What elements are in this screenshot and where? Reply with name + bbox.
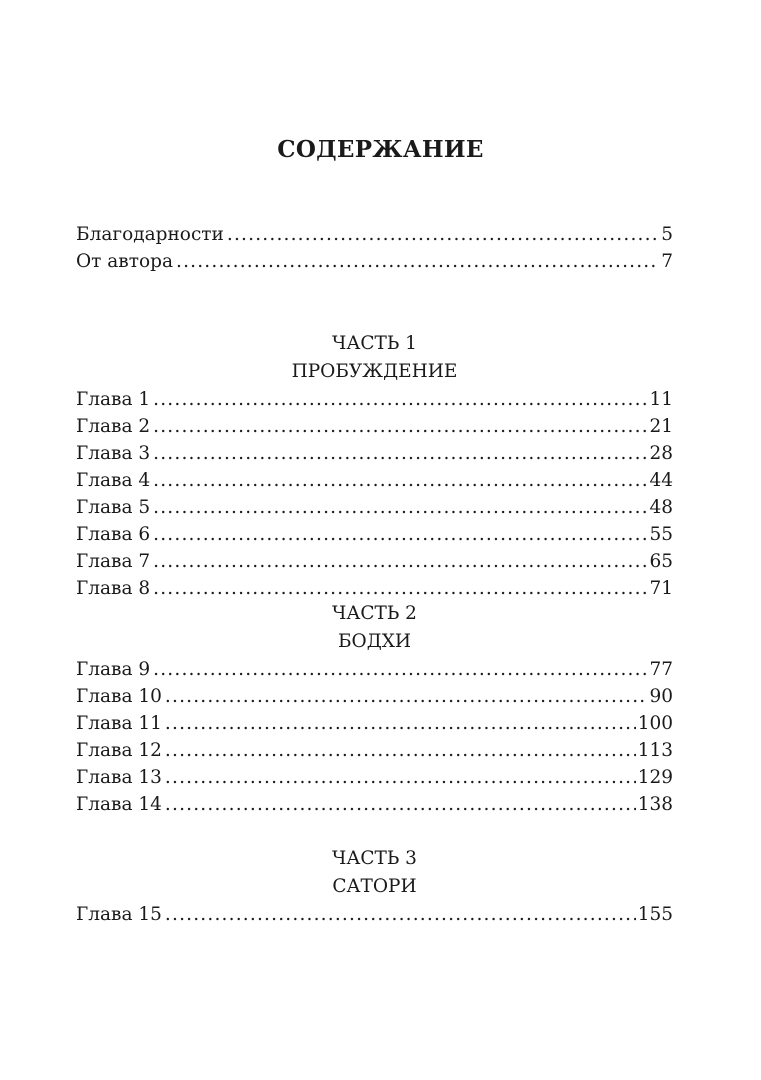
toc-entry-label: Глава 5 — [76, 497, 151, 518]
toc-entry-chapter — [76, 901, 673, 928]
dot-leader — [176, 248, 659, 275]
part-1-section — [76, 330, 673, 602]
dot-leader — [153, 413, 647, 440]
toc-entry-chapter — [76, 737, 673, 764]
dot-leader — [153, 575, 647, 602]
dot-leader — [165, 901, 636, 928]
toc-entry-page: 138 — [637, 794, 673, 815]
toc-entry-label: Глава 1 — [76, 389, 151, 410]
dot-leader — [153, 494, 647, 521]
toc-entry-page: 71 — [649, 578, 673, 599]
toc-entry-label: Благодарности — [76, 224, 224, 245]
part-name: САТОРИ — [332, 876, 417, 897]
toc-entry-chapter — [76, 710, 673, 737]
part-number: ЧАСТЬ 3 — [332, 848, 417, 869]
toc-entry-chapter — [76, 386, 673, 413]
toc-entry-page: 65 — [649, 551, 673, 572]
toc-entry-label: Глава 4 — [76, 470, 151, 491]
dot-leader — [165, 710, 636, 737]
dot-leader — [153, 467, 647, 494]
dot-leader — [165, 683, 648, 710]
toc-entry-label: Глава 7 — [76, 551, 151, 572]
dot-leader — [165, 764, 636, 791]
toc-entry-label: Глава 11 — [76, 713, 162, 734]
toc-entry-label: От автора — [76, 251, 173, 272]
dot-leader — [153, 386, 647, 413]
toc-entry-label: Глава 10 — [76, 686, 162, 707]
toc-entry-page: 28 — [649, 443, 673, 464]
toc-entry-page: 77 — [649, 659, 673, 680]
toc-entry-label: Глава 8 — [76, 578, 151, 599]
toc-entry-label: Глава 3 — [76, 443, 151, 464]
toc-entry-chapter — [76, 413, 673, 440]
toc-entry-page: 113 — [637, 740, 673, 761]
toc-entry-page: 7 — [661, 251, 673, 272]
part-name: БОДХИ — [337, 631, 412, 652]
toc-entry-page: 48 — [649, 497, 673, 518]
toc-entry-label: Глава 13 — [76, 767, 162, 788]
toc-entry-page: 21 — [649, 416, 673, 437]
toc-entry-label: Глава 6 — [76, 524, 151, 545]
dot-leader — [153, 548, 647, 575]
dot-leader — [153, 521, 647, 548]
toc-entry-page: 55 — [649, 524, 673, 545]
page-title: СОДЕРЖАНИЕ — [277, 136, 484, 163]
toc-entry-page: 44 — [649, 470, 673, 491]
toc-entry-acknowledgements — [76, 221, 673, 248]
toc-entry-label: Глава 14 — [76, 794, 162, 815]
toc-entry-chapter — [76, 494, 673, 521]
toc-entry-chapter — [76, 656, 673, 683]
part-2-section — [76, 600, 673, 818]
toc-entry-chapter — [76, 764, 673, 791]
toc-entry-page: 90 — [649, 686, 673, 707]
toc-entry-page: 100 — [637, 713, 673, 734]
toc-entry-from-author — [76, 248, 673, 275]
toc-entry-label: Глава 15 — [76, 904, 162, 925]
toc-entry-chapter — [76, 521, 673, 548]
toc-entry-label: Глава 2 — [76, 416, 151, 437]
toc-entry-chapter — [76, 683, 673, 710]
front-matter-list — [76, 221, 673, 275]
toc-entry-page: 11 — [649, 389, 673, 410]
toc-entry-chapter — [76, 791, 673, 818]
toc-entry-page: 155 — [637, 904, 673, 925]
dot-leader — [227, 221, 659, 248]
dot-leader — [165, 791, 636, 818]
toc-entry-chapter — [76, 440, 673, 467]
part-name: ПРОБУЖДЕНИЕ — [291, 361, 458, 382]
toc-entry-label: Глава 12 — [76, 740, 162, 761]
part-number: ЧАСТЬ 2 — [332, 603, 417, 624]
part-number: ЧАСТЬ 1 — [332, 333, 417, 354]
toc-entry-page: 5 — [661, 224, 673, 245]
toc-entry-chapter — [76, 467, 673, 494]
toc-entry-page: 129 — [637, 767, 673, 788]
toc-entry-chapter — [76, 575, 673, 602]
dot-leader — [153, 440, 647, 467]
dot-leader — [153, 656, 647, 683]
dot-leader — [165, 737, 636, 764]
toc-entry-chapter — [76, 548, 673, 575]
toc-entry-label: Глава 9 — [76, 659, 151, 680]
part-3-section — [76, 845, 673, 928]
